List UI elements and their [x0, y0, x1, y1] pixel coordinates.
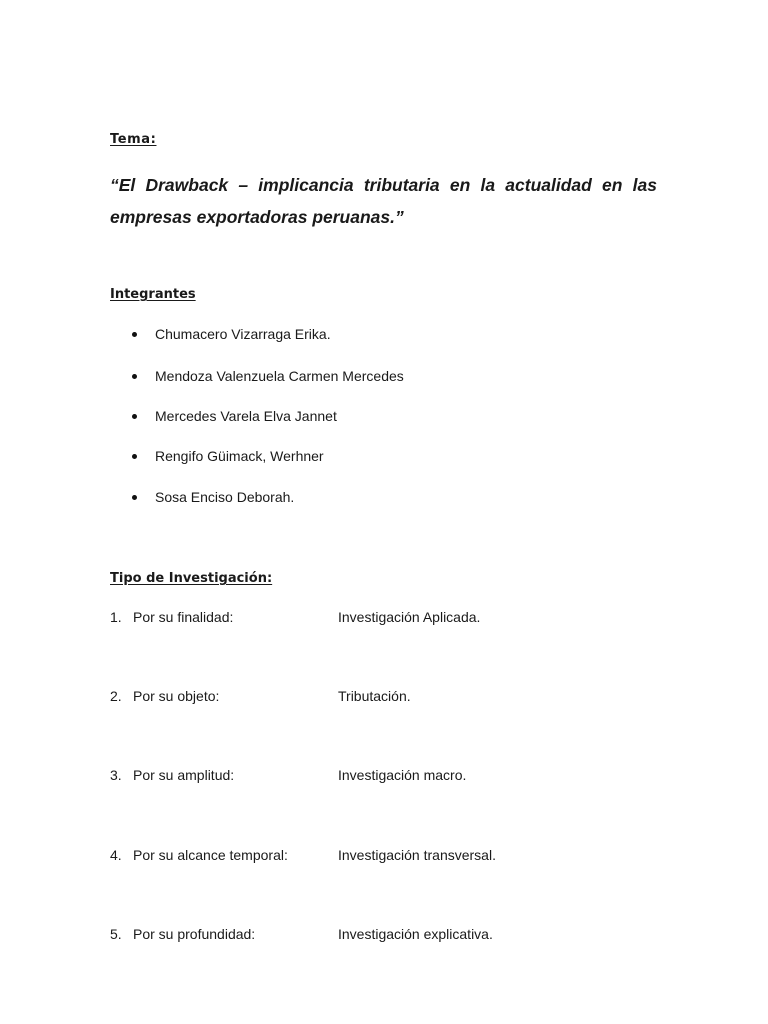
member-name: Mercedes Varela Elva Jannet — [155, 408, 337, 424]
member-item — [132, 368, 404, 384]
row-number: 1. — [110, 609, 122, 625]
member-name: Chumacero Vizarraga Erika. — [155, 326, 331, 342]
document-title: “El Drawback – implicancia tributaria en la actualidad en las empresas exportadoras peruanas.” — [110, 175, 657, 227]
investigation-row — [110, 847, 670, 867]
row-value: Investigación transversal. — [338, 847, 496, 863]
row-number: 2. — [110, 688, 122, 704]
bullet-icon — [132, 414, 137, 419]
bullet-icon — [132, 332, 137, 337]
bullet-icon — [132, 374, 137, 379]
bullet-icon — [132, 495, 137, 500]
row-value: Investigación explicativa. — [338, 926, 493, 942]
row-number: 3. — [110, 767, 122, 783]
row-value: Investigación macro. — [338, 767, 467, 783]
row-label: Por su profundidad: — [133, 926, 256, 942]
bullet-icon — [132, 454, 137, 459]
investigation-row — [110, 767, 670, 787]
tema-heading: Tema: — [110, 132, 157, 147]
row-value: Tributación. — [338, 688, 411, 704]
row-label: Por su objeto: — [133, 688, 220, 704]
member-item — [132, 408, 337, 424]
tipo-investigacion-heading: Tipo de Investigación: — [110, 571, 273, 586]
member-name: Rengifo Güimack, Werhner — [155, 448, 324, 464]
row-label: Por su finalidad: — [133, 609, 234, 625]
member-item — [132, 326, 331, 342]
investigation-row — [110, 609, 670, 629]
row-number: 5. — [110, 926, 122, 942]
member-name: Sosa Enciso Deborah. — [155, 489, 295, 505]
investigation-row — [110, 688, 670, 708]
row-label: Por su amplitud: — [133, 767, 235, 783]
row-label: Por su alcance temporal: — [133, 847, 288, 863]
member-item — [132, 448, 324, 464]
row-number: 4. — [110, 847, 122, 863]
row-value: Investigación Aplicada. — [338, 609, 481, 625]
member-item — [132, 489, 294, 505]
integrantes-heading: Integrantes — [110, 287, 196, 302]
investigation-row — [110, 926, 670, 946]
member-name: Mendoza Valenzuela Carmen Mercedes — [155, 368, 404, 384]
